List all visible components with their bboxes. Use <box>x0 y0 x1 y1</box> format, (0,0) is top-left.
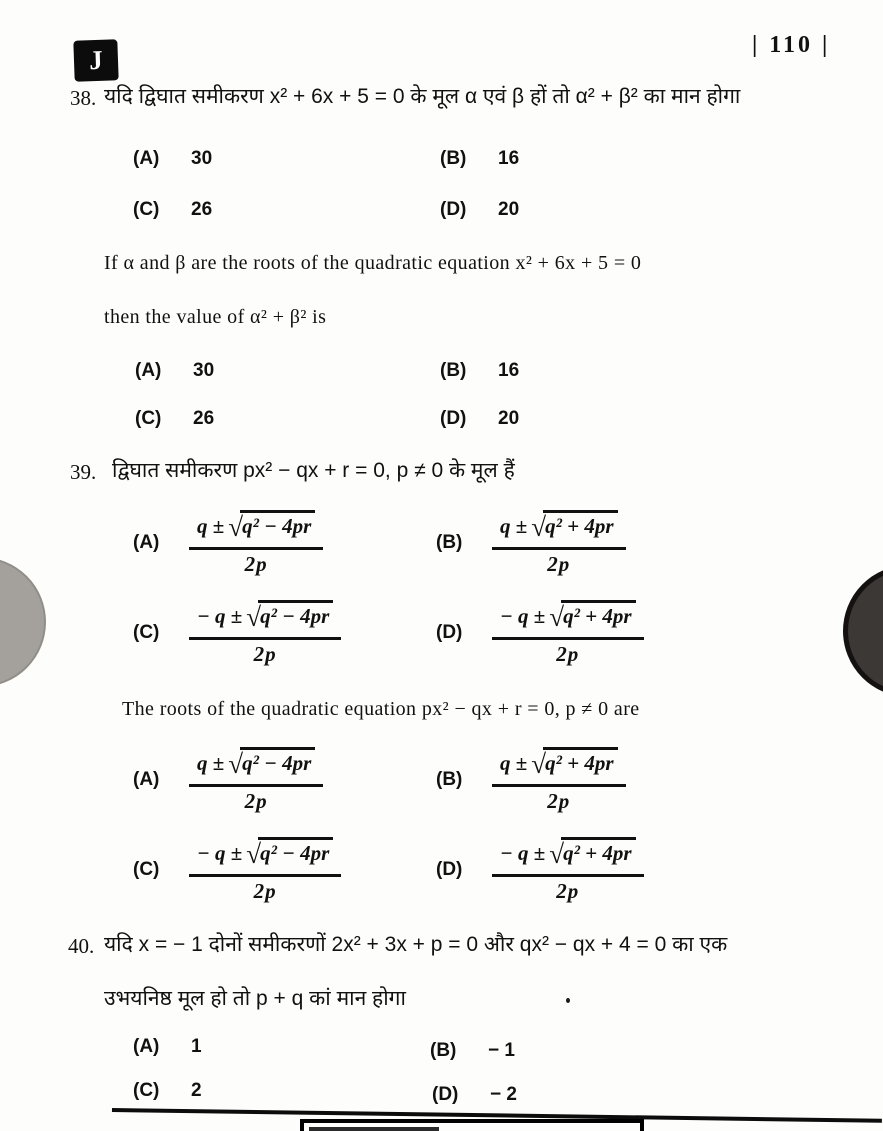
q38-en-option-c <box>135 408 214 430</box>
radicand: q² − 4pr <box>258 837 333 866</box>
fraction-formula <box>189 835 341 904</box>
option-label: (A) <box>133 531 160 553</box>
option-label: (C) <box>133 1080 160 1101</box>
punch-hole-right <box>843 565 883 697</box>
ink-speck <box>566 998 570 1003</box>
q39-en-option-d <box>436 835 644 904</box>
option-value: 1 <box>191 1036 202 1057</box>
q39-hi-option-a <box>133 508 323 577</box>
option-value: 26 <box>191 199 213 220</box>
q39-hi-option-d <box>436 598 644 667</box>
option-label: (A) <box>133 768 160 790</box>
option-label: (D) <box>432 1084 459 1105</box>
numerator-prefix: − q ± <box>500 841 546 865</box>
fraction-formula <box>492 835 644 904</box>
fraction-formula <box>189 598 341 667</box>
radical-sign-icon: √ <box>549 839 565 869</box>
q39-hi-option-b <box>436 508 626 577</box>
radicand: q² − 4pr <box>240 510 315 539</box>
denominator: 2p <box>253 879 277 903</box>
radicand: q² − 4pr <box>240 747 315 776</box>
denominator: 2p <box>253 642 277 666</box>
option-value: − 2 <box>490 1084 517 1105</box>
radical-sign-icon: √ <box>549 602 565 632</box>
q39-text-english: The roots of the quadratic equation px² − qx + r = 0, p ≠ 0 are <box>122 698 640 720</box>
numerator-prefix: − q ± <box>500 604 546 628</box>
denominator: 2p <box>547 789 571 813</box>
q40-option-c <box>133 1080 202 1102</box>
denominator: 2p <box>556 642 580 666</box>
fraction-formula <box>492 745 626 814</box>
denominator: 2p <box>547 552 571 576</box>
denominator: 2p <box>244 789 268 813</box>
q40-option-a <box>133 1036 202 1058</box>
option-label: (D) <box>440 408 467 429</box>
radicand: q² − 4pr <box>258 600 333 629</box>
numerator-prefix: q ± <box>500 751 528 775</box>
option-label: (D) <box>436 621 463 643</box>
q39-number: 39. <box>70 460 97 484</box>
fraction-formula <box>189 508 323 577</box>
option-label: (C) <box>133 858 160 880</box>
radical-sign-icon: √ <box>246 602 262 632</box>
radical-sign-icon: √ <box>531 512 547 542</box>
q40-number: 40. <box>68 934 95 958</box>
denominator: 2p <box>556 879 580 903</box>
option-label: (B) <box>436 768 463 790</box>
option-value: 16 <box>498 360 520 381</box>
radicand: q² + 4pr <box>543 510 617 539</box>
option-label: (B) <box>430 1040 457 1061</box>
option-label: (A) <box>133 1036 160 1057</box>
option-label: (C) <box>135 408 162 429</box>
q40-option-b <box>430 1040 515 1062</box>
denominator: 2p <box>244 552 268 576</box>
page-number: | 110 | <box>752 32 831 58</box>
option-label: (C) <box>133 199 160 220</box>
q38-en-option-b <box>440 360 519 382</box>
numerator-prefix: − q ± <box>197 841 243 865</box>
series-letter: J <box>88 44 104 76</box>
option-value: 26 <box>193 408 215 429</box>
option-value: 30 <box>193 360 215 381</box>
q39-en-option-c <box>133 835 341 904</box>
fraction-formula <box>492 598 644 667</box>
footer-box-cropped <box>300 1119 644 1131</box>
footer-smear <box>309 1127 439 1131</box>
fraction-formula <box>492 508 626 577</box>
radicand: q² + 4pr <box>543 747 617 776</box>
option-label: (B) <box>436 531 463 553</box>
q39-text-hindi: द्विघात समीकरण px² − qx + r = 0, p ≠ 0 के मूल हैं <box>112 459 515 482</box>
radical-sign-icon: √ <box>228 749 244 779</box>
option-label: (D) <box>440 199 467 220</box>
q38-text-english-line2: then the value of α² + β² is <box>104 306 327 328</box>
q38-text-english-line1: If α and β are the roots of the quadratic equation x² + 6x + 5 = 0 <box>104 252 642 274</box>
option-value: − 1 <box>488 1040 515 1061</box>
q38-text-hindi: यदि द्विघात समीकरण x² + 6x + 5 = 0 के मूल α एवं β हों तो α² + β² का मान होगा <box>104 85 741 108</box>
radical-sign-icon: √ <box>228 512 244 542</box>
radicand: q² + 4pr <box>561 837 635 866</box>
punch-hole-left <box>0 557 46 687</box>
fraction-formula <box>189 745 323 814</box>
q38-number: 38. <box>70 86 97 110</box>
option-label: (B) <box>440 360 467 381</box>
numerator-prefix: q ± <box>500 514 528 538</box>
q39-en-option-b <box>436 745 626 814</box>
radicand: q² + 4pr <box>561 600 635 629</box>
radical-sign-icon: √ <box>531 749 547 779</box>
option-value: 30 <box>191 148 213 169</box>
option-label: (B) <box>440 148 467 169</box>
numerator-prefix: q ± <box>197 514 225 538</box>
option-value: 2 <box>191 1080 202 1101</box>
q40-option-d <box>432 1084 517 1106</box>
option-value: 20 <box>498 199 520 220</box>
option-label: (A) <box>133 148 160 169</box>
q40-text-hindi-line2: उभयनिष्ठ मूल हो तो p + q कां मान होगा <box>104 987 406 1010</box>
q39-hi-option-c <box>133 598 341 667</box>
numerator-prefix: q ± <box>197 751 225 775</box>
q39-en-option-a <box>133 745 323 814</box>
option-label: (A) <box>135 360 162 381</box>
q38-en-option-a <box>135 360 214 382</box>
q38-hi-option-d <box>440 199 519 221</box>
q38-hi-option-c <box>133 199 212 221</box>
numerator-prefix: − q ± <box>197 604 243 628</box>
option-label: (D) <box>436 858 463 880</box>
option-value: 16 <box>498 148 520 169</box>
q40-text-hindi-line1: यदि x = − 1 दोनों समीकरणों 2x² + 3x + p = 0 और qx² − qx + 4 = 0 का एक <box>104 933 728 956</box>
q38-hi-option-a <box>133 148 212 170</box>
radical-sign-icon: √ <box>246 839 262 869</box>
series-badge <box>73 39 118 82</box>
option-value: 20 <box>498 408 520 429</box>
q38-en-option-d <box>440 408 519 430</box>
option-label: (C) <box>133 621 160 643</box>
q38-hi-option-b <box>440 148 519 170</box>
